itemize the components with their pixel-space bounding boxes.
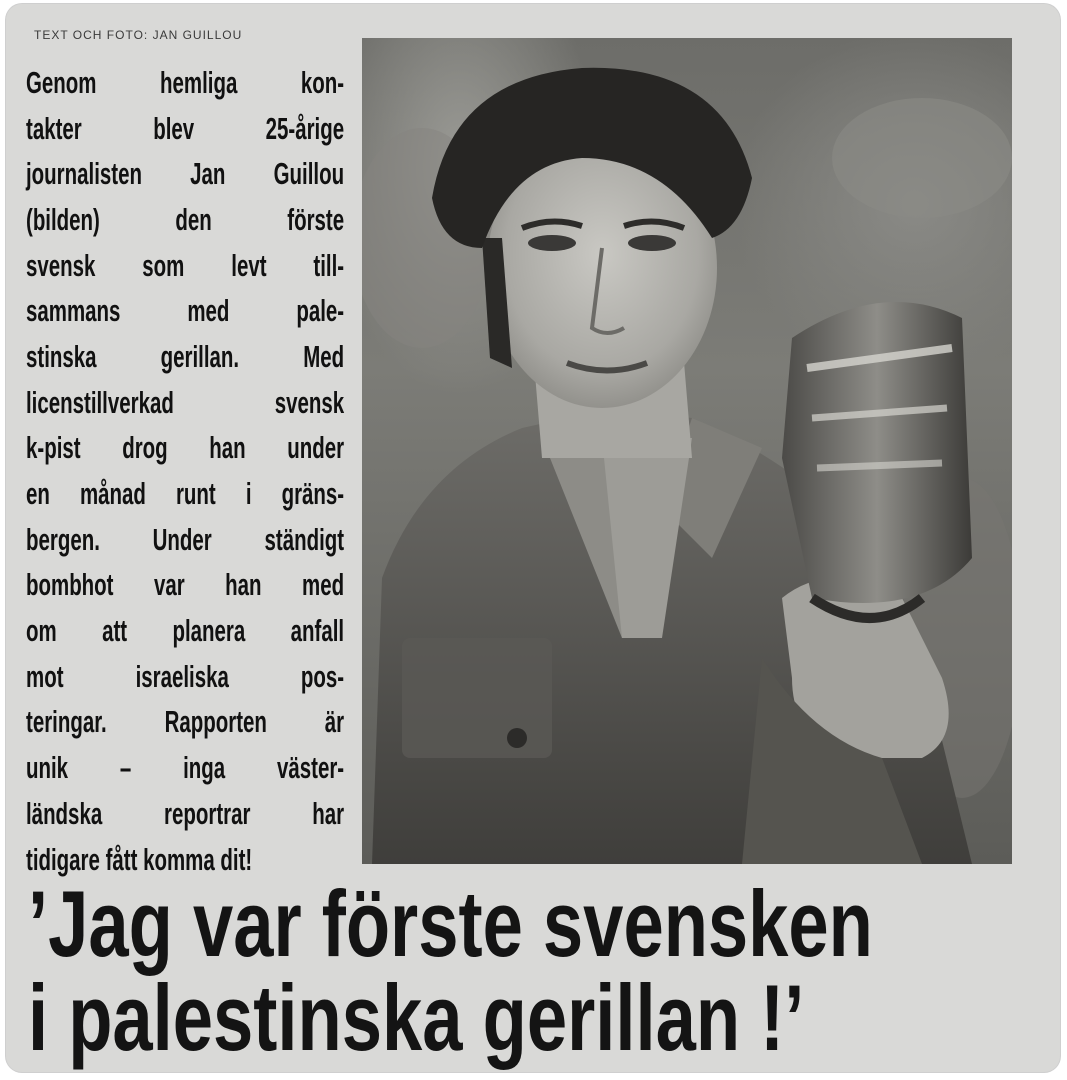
lead-line: om att planera anfall <box>26 613 345 649</box>
lead-line: svensk som levt till- <box>26 247 345 283</box>
headline-line-1: ’Jag var förste svensken <box>28 871 873 976</box>
lead-line: bergen. Under ständigt <box>26 521 345 557</box>
lead-line: unik – inga väster- <box>26 750 345 786</box>
lead-line: Genom hemliga kon- <box>26 64 345 100</box>
portrait-photo <box>362 38 1012 864</box>
lead-line: k-pist drog han under <box>26 430 345 466</box>
lead-line: licenstillverkad svensk <box>26 384 345 420</box>
newspaper-clipping <box>6 4 1060 1072</box>
lead-line: stinska gerillan. Med <box>26 338 345 374</box>
byline: TEXT OCH FOTO: JAN GUILLOU <box>34 28 243 42</box>
lead-line: tidigare fått komma dit! <box>26 841 253 877</box>
lead-line: bombhot var han med <box>26 567 345 603</box>
lead-line: ländska reportrar har <box>26 795 345 831</box>
lead-line: (bilden) den förste <box>26 201 345 237</box>
lead-paragraph <box>26 60 344 882</box>
lead-line: sammans med pale- <box>26 293 345 329</box>
headline-line-2: i palestinska gerillan !’ <box>28 965 805 1070</box>
lead-line: mot israeliska pos- <box>26 658 345 694</box>
lead-line: en månad runt i gräns- <box>26 476 345 512</box>
portrait-illustration <box>362 38 1012 864</box>
lead-line: takter blev 25-årige <box>26 110 345 146</box>
lead-line: teringar. Rapporten är <box>26 704 345 740</box>
lead-line: journalisten Jan Guillou <box>26 156 345 192</box>
